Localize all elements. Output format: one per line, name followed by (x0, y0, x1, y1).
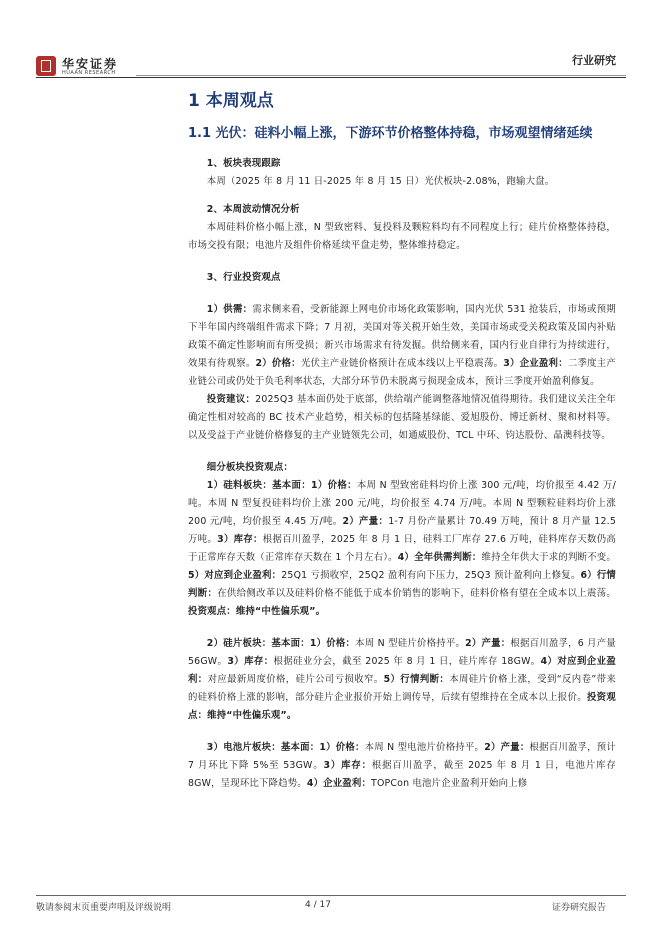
bold-run: 2）产量： (484, 742, 530, 753)
bold-run: 4）对应到企业盈利： (188, 656, 617, 685)
bold-run: 投资建议： (206, 394, 256, 405)
bold-run: 2）产量： (465, 638, 511, 649)
text-run: 二季度主产业链公司或仍处于负毛利率状态，大部分环节仍未脱离亏损现金成本，预计三季度开始盈利修复。 (188, 358, 616, 387)
bold-run: 6）行情判断： (188, 570, 616, 599)
text-run: 1-7 月份产量累计 70.49 万吨，预计 8 月产量 12.5 万吨。 (188, 516, 616, 545)
text-run: 在供给侧改革以及硅料价格不能低于成本价销售的影响下，硅料价格有望在全成本以上震荡。 (217, 588, 616, 599)
text-run: 根据百川盈孚，截至 2025 年 8 月 1 日，电池片库存 8GW，呈现环比下降趋势。 (188, 760, 616, 789)
supply-demand-paragraph (188, 301, 616, 391)
section-3-title: 3、行业投资观点 (206, 272, 281, 283)
disclaimer-note: 敬请参阅末页重要声明及评级说明 (36, 903, 172, 913)
section-1-text: 本周（2025 年 8 月 11 日-2025 年 8 月 15 日）光伏板块-2.08%，跑输大盘。 (206, 176, 555, 187)
bold-run: 1）硅料板块：基本面：1）价格： (206, 480, 357, 491)
main-content (188, 86, 616, 793)
header-divider (36, 77, 626, 78)
page-header (0, 0, 662, 80)
bold-run: 2）价格： (255, 358, 301, 369)
bold-run: 4）企业盈利： (306, 778, 372, 789)
section-1-title: 1、板块表现跟踪 (206, 158, 281, 169)
text-run: 本周硅片价格上涨，受到“反内卷”带来的硅料价格上涨的影响，部分硅片企业报价开始上调传导，后续有望维持在全成本以上报价。 (188, 674, 616, 703)
bold-run: 3）库存： (217, 534, 263, 545)
cell-paragraph (188, 739, 616, 793)
text-run: 根据百川盈孚，2025 年 8 月 1 日，硅料工厂库存 27.6 万吨，硅料库存天数仍高于正常库存天数（正常库存天数在 1 个月左右）。 (188, 534, 617, 563)
heading-1: 1 本周观点 (188, 91, 274, 111)
text-run: 25Q1 亏损收窄，25Q2 盈利有向下压力，25Q3 预计盈利向上修复。 (281, 570, 581, 581)
text-run: 对应最新周度价格，硅片公司亏损收窄。 (207, 674, 384, 685)
wafer-paragraph (188, 635, 616, 725)
polysilicon-paragraph (188, 477, 616, 621)
text-run: 根据硅业分会，截至 2025 年 8 月 1 日，硅片库存 18GW。 (273, 656, 541, 667)
logo-subtext: HUAAN RESEARCH (62, 70, 116, 76)
text-run: 2025Q3 基本面仍处于底部，供给端产能调整落地情况值得期待。我们建议关注全年确定性相对较高的 BC 技术产业趋势，相关标的包括隆基绿能、爱旭股份、博迁新材、聚和材料等。以及受益于产业链价格修复的主产业链领先公司，如通威股份、TCL 中环、钧达股份、晶澳科技等。 (188, 394, 616, 441)
text-run: TOPCon 电池片企业盈利开始向上修 (371, 778, 528, 789)
page-number: 4 / 17 (305, 900, 331, 910)
bold-run: 3）库存： (323, 760, 372, 771)
bold-run: 3）企业盈利： (503, 358, 568, 369)
text-run: 光伏主产业链价格预计在成本线以上平稳震荡。 (300, 358, 504, 369)
text-run: 需求侧来看，受新能源上网电价市场化政策影响，国内光伏 531 抢装后，市场或预期下半年国内终端组件需求下降；7 月初，美国对等关税开始生效，美国市场或受关税政策及国内补贴政策不确定性影响而有所受损；新兴市场需求有待发掘。供给侧来看，国内行业自律行为持续进行，效果有待观察。 (188, 304, 617, 369)
section-2-text: 本周硅料价格小幅上涨，N 型致密料、复投料及颗粒料均有不同程度上行；硅片价格整体持稳，市场交投有限；电池片及组件价格延续平盘走势，整体维持稳定。 (188, 222, 616, 251)
bold-run: 2）产量： (342, 516, 389, 527)
bold-run: 5）行情判断： (383, 674, 450, 685)
text-run: 本周 N 型电池片价格持平。 (364, 742, 485, 753)
logo-text: 华安证券 (62, 57, 119, 71)
investment-advice-paragraph (188, 391, 616, 445)
bold-run: 投资观点：维持“中性偏乐观”。 (188, 692, 616, 721)
bold-run: 投资观点：维持“中性偏乐观”。 (188, 606, 326, 617)
text-run: 根据百川盈孚，预计 7 月环比下降 5%至 53GW。 (188, 742, 617, 771)
bold-run: 5）对应到企业盈利： (188, 570, 282, 581)
bold-run: 3）库存： (227, 656, 274, 667)
bold-run: 1）供需： (206, 304, 253, 315)
bold-run: 3）电池片板块：基本面：1）价格： (206, 742, 365, 753)
report-type: 证券研究报告 (551, 903, 606, 913)
footer-divider (36, 895, 626, 896)
heading-1-1: 1.1 光伏：硅料小幅上涨，下游环节价格整体持稳，市场观望情绪延续 (188, 126, 593, 141)
subsector-title: 细分板块投资观点： (206, 462, 293, 473)
text-run: 维持全年供大于求的判断不变。 (481, 552, 616, 563)
bold-run: 2）硅片板块：基本面：1）价格： (206, 638, 356, 649)
text-run: 根据百川盈孚，6 月产量 56GW。 (188, 638, 617, 667)
text-run: 本周 N 型硅片价格持平。 (355, 638, 466, 649)
text-run: 本周 N 型致密硅料均价上涨 300 元/吨，均价报至 4.42 万/吨。本周 N 型复投硅料均价上涨 200 元/吨，均价报至 4.74 万/吨。本周 N 型颗粒硅料均价上涨 200 元/吨，均价报至 4.45 万/吨。 (188, 480, 616, 527)
bold-run: 4）全年供需判断： (397, 552, 482, 563)
huaan-logo-icon (36, 56, 56, 76)
section-label: 行业研究 (572, 54, 616, 67)
section-2-title: 2、本周波动情况分析 (206, 204, 300, 215)
